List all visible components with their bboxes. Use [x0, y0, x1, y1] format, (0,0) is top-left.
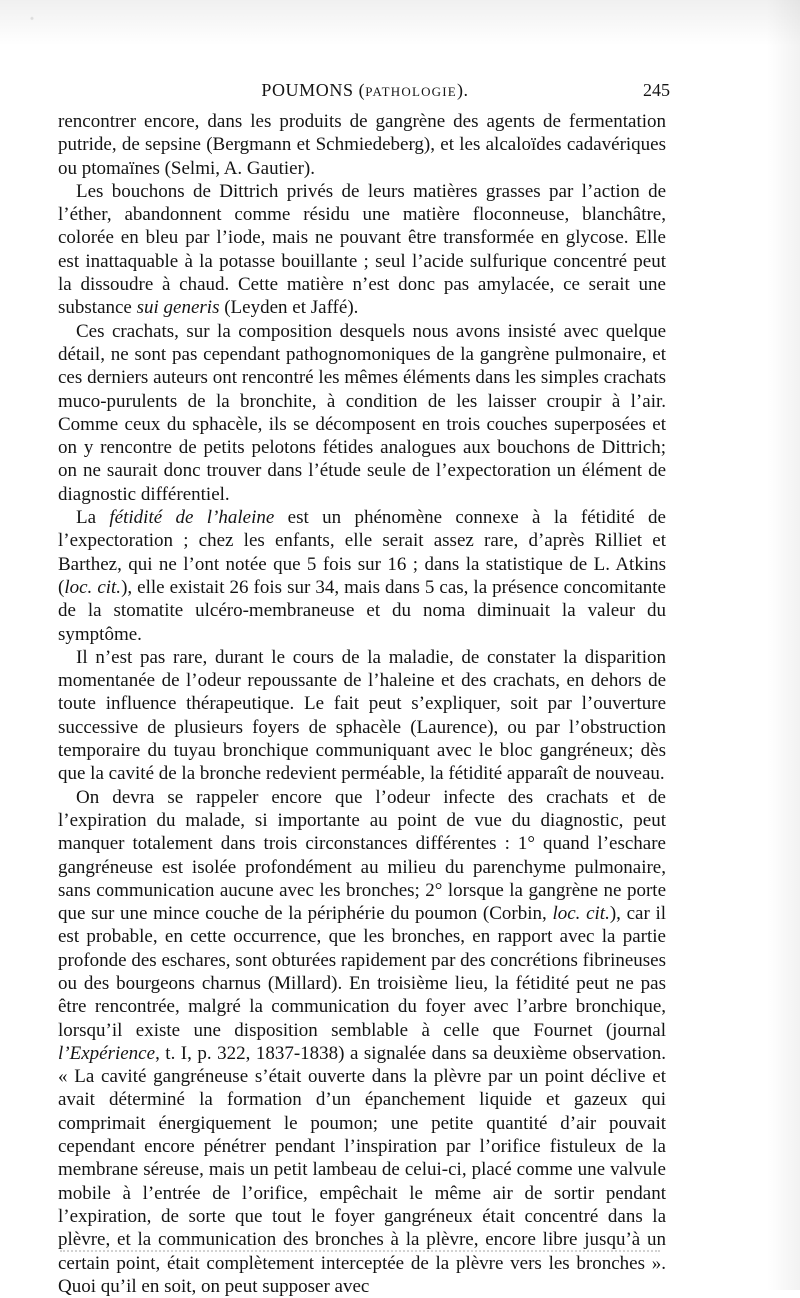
running-head-subtitle: PATHOLOGIE: [365, 84, 457, 99]
italic-text: loc. cit.: [552, 903, 610, 925]
text-run: Les bouchons de Dittrich privés de leurs matières grasses par l’action de l’éther, abandonnent comme résidu une matière floconneuse, blanchâtre, colorée en bleu par l’iode, mais ne pouvant être transformée en glycose. Elle est inattaquable à la potasse bouillante ; seul l’acide sulfurique concentré peut la dissoudre à chaud. Cette matière n’est donc pas amylacée, ce serait une substance: [58, 180, 666, 319]
running-head: [60, 80, 670, 101]
page-number: 245: [643, 80, 670, 100]
paragraph: [58, 646, 666, 786]
scan-edge-right: [766, 0, 800, 1290]
paragraph: [58, 180, 666, 320]
body-text: [58, 110, 666, 1298]
text-run: ), car il est probable, en cette occurrence, que les bronches, en rapport avec la partie profonde des eschares, sont obturées rapidement par des concrétions fibrineuses ou des bourgeons charnus (Millard). En troisième lieu, la fétidité peut ne pas être rencontrée, malgré la communication du foyer avec l’arbre bronchique, lorsqu’il existe une disposition semblable à celle que Fournet (journal: [58, 903, 667, 1041]
italic-text: fétidité de l’haleine: [109, 507, 275, 529]
text-run: On devra se rappeler encore que l’odeur infecte des crachats et de l’expiration du malade, si importante au point de vue du diagnostic, peut manquer totalement dans trois circonstances différentes : 1° quand l’eschare gangréneuse est isolée profondément au milieu du parenchyme pulmonaire, sans communication aucune avec les bronches; 2° lorsque la gangrène ne porte que sur une mince couche de la périphérie du poumon (Corbin,: [58, 786, 666, 925]
paragraph: [58, 506, 666, 646]
text-run: , t. I, p. 322, 1837-1838) a signalée dans sa deuxième observation. « La cavité gangréneuse s’était ouverte dans la plèvre par un point déclive et avait déterminé la formation d’un épanchement liquide et gazeux qui comprimait énergiquement le poumon; une petite quantité d’air pouvait cependant encore pénétrer pendant l’inspiration par l’orifice fistuleux de la membrane séreuse, mais un petit lambeau de celui-ci, placé comme une valvule mobile à l’entrée de l’orifice, empêchait le même air de sortir pendant l’expiration, de sorte que tout le foyer gangréneux était concentré dans la plèvre, et la communication des bronches à la plèvre, encore libre jusqu’à un certain point, était complètement interceptée de la plèvre vers les bronches ». Quoi qu’il en soit, on peut supposer avec: [58, 1042, 666, 1297]
text-run: ), elle existait 26 fois sur 34, mais dans 5 cas, la présence concomitante de la stomatite ulcéro-membraneuse et du noma diminuait la valeur du symptôme.: [58, 576, 666, 645]
italic-text: loc. cit.: [64, 576, 122, 598]
running-head-title: POUMONS (: [261, 80, 366, 100]
page-header: [60, 80, 670, 106]
footer-rule: [60, 1250, 660, 1252]
paragraph: [58, 320, 666, 506]
text-run: est un phénomène connexe à la fétidité de l’expectoration ; chez les enfants, elle serait assez rare, d’après Rilliet et Barthez, qui ne l’ont notée que 5 fois sur 16 ; dans la statistique de L. Atkins (: [58, 507, 666, 598]
running-head-close: ).: [456, 80, 469, 100]
text-run: Ces crachats, sur la composition desquels nous avons insisté avec quelque détail, ne sont pas cependant pathognomoniques de la gangrène pulmonaire, et ces derniers auteurs ont rencontré les mêmes éléments dans les simples crachats muco-purulents de la bronchite, à condition de les laisser croupir à l’air. Comme ceux du sphacèle, ils se décomposent en trois couches superposées et on y rencontre de petits pelotons fétides analogues aux bouchons de Dittrich; on ne saurait donc trouver dans l’étude seule de l’expectoration un élément de diagnostic différentiel.: [58, 320, 666, 505]
text-run: La: [76, 507, 110, 529]
text-run: (Leyden et Jaffé).: [219, 297, 359, 319]
italic-text: sui generis: [136, 297, 220, 319]
text-run: Il n’est pas rare, durant le cours de la maladie, de constater la disparition momentanée de l’odeur repoussante de l’haleine et des crachats, en dehors de toute influence thérapeutique. Le fait peut s’expliquer, soit par l’ouverture successive de plusieurs foyers de sphacèle (Laurence), ou par l’obstruction temporaire du tuyau bronchique communiquant avec le bloc gangréneux; dès que la cavité de la bronche redevient perméable, la fétidité apparaît de nouveau.: [58, 646, 666, 785]
paragraph: [58, 786, 666, 1298]
paragraph: [58, 110, 666, 180]
text-run: rencontrer encore, dans les produits de gangrène des agents de fermentation putride, de sepsine (Bergmann et Schmiedeberg), et les alcaloïdes cadavériques ou ptomaïnes (Selmi, A. Gautier).: [58, 111, 666, 179]
scan-edge-top: [0, 0, 800, 46]
italic-text: l’Expérience: [58, 1042, 156, 1064]
